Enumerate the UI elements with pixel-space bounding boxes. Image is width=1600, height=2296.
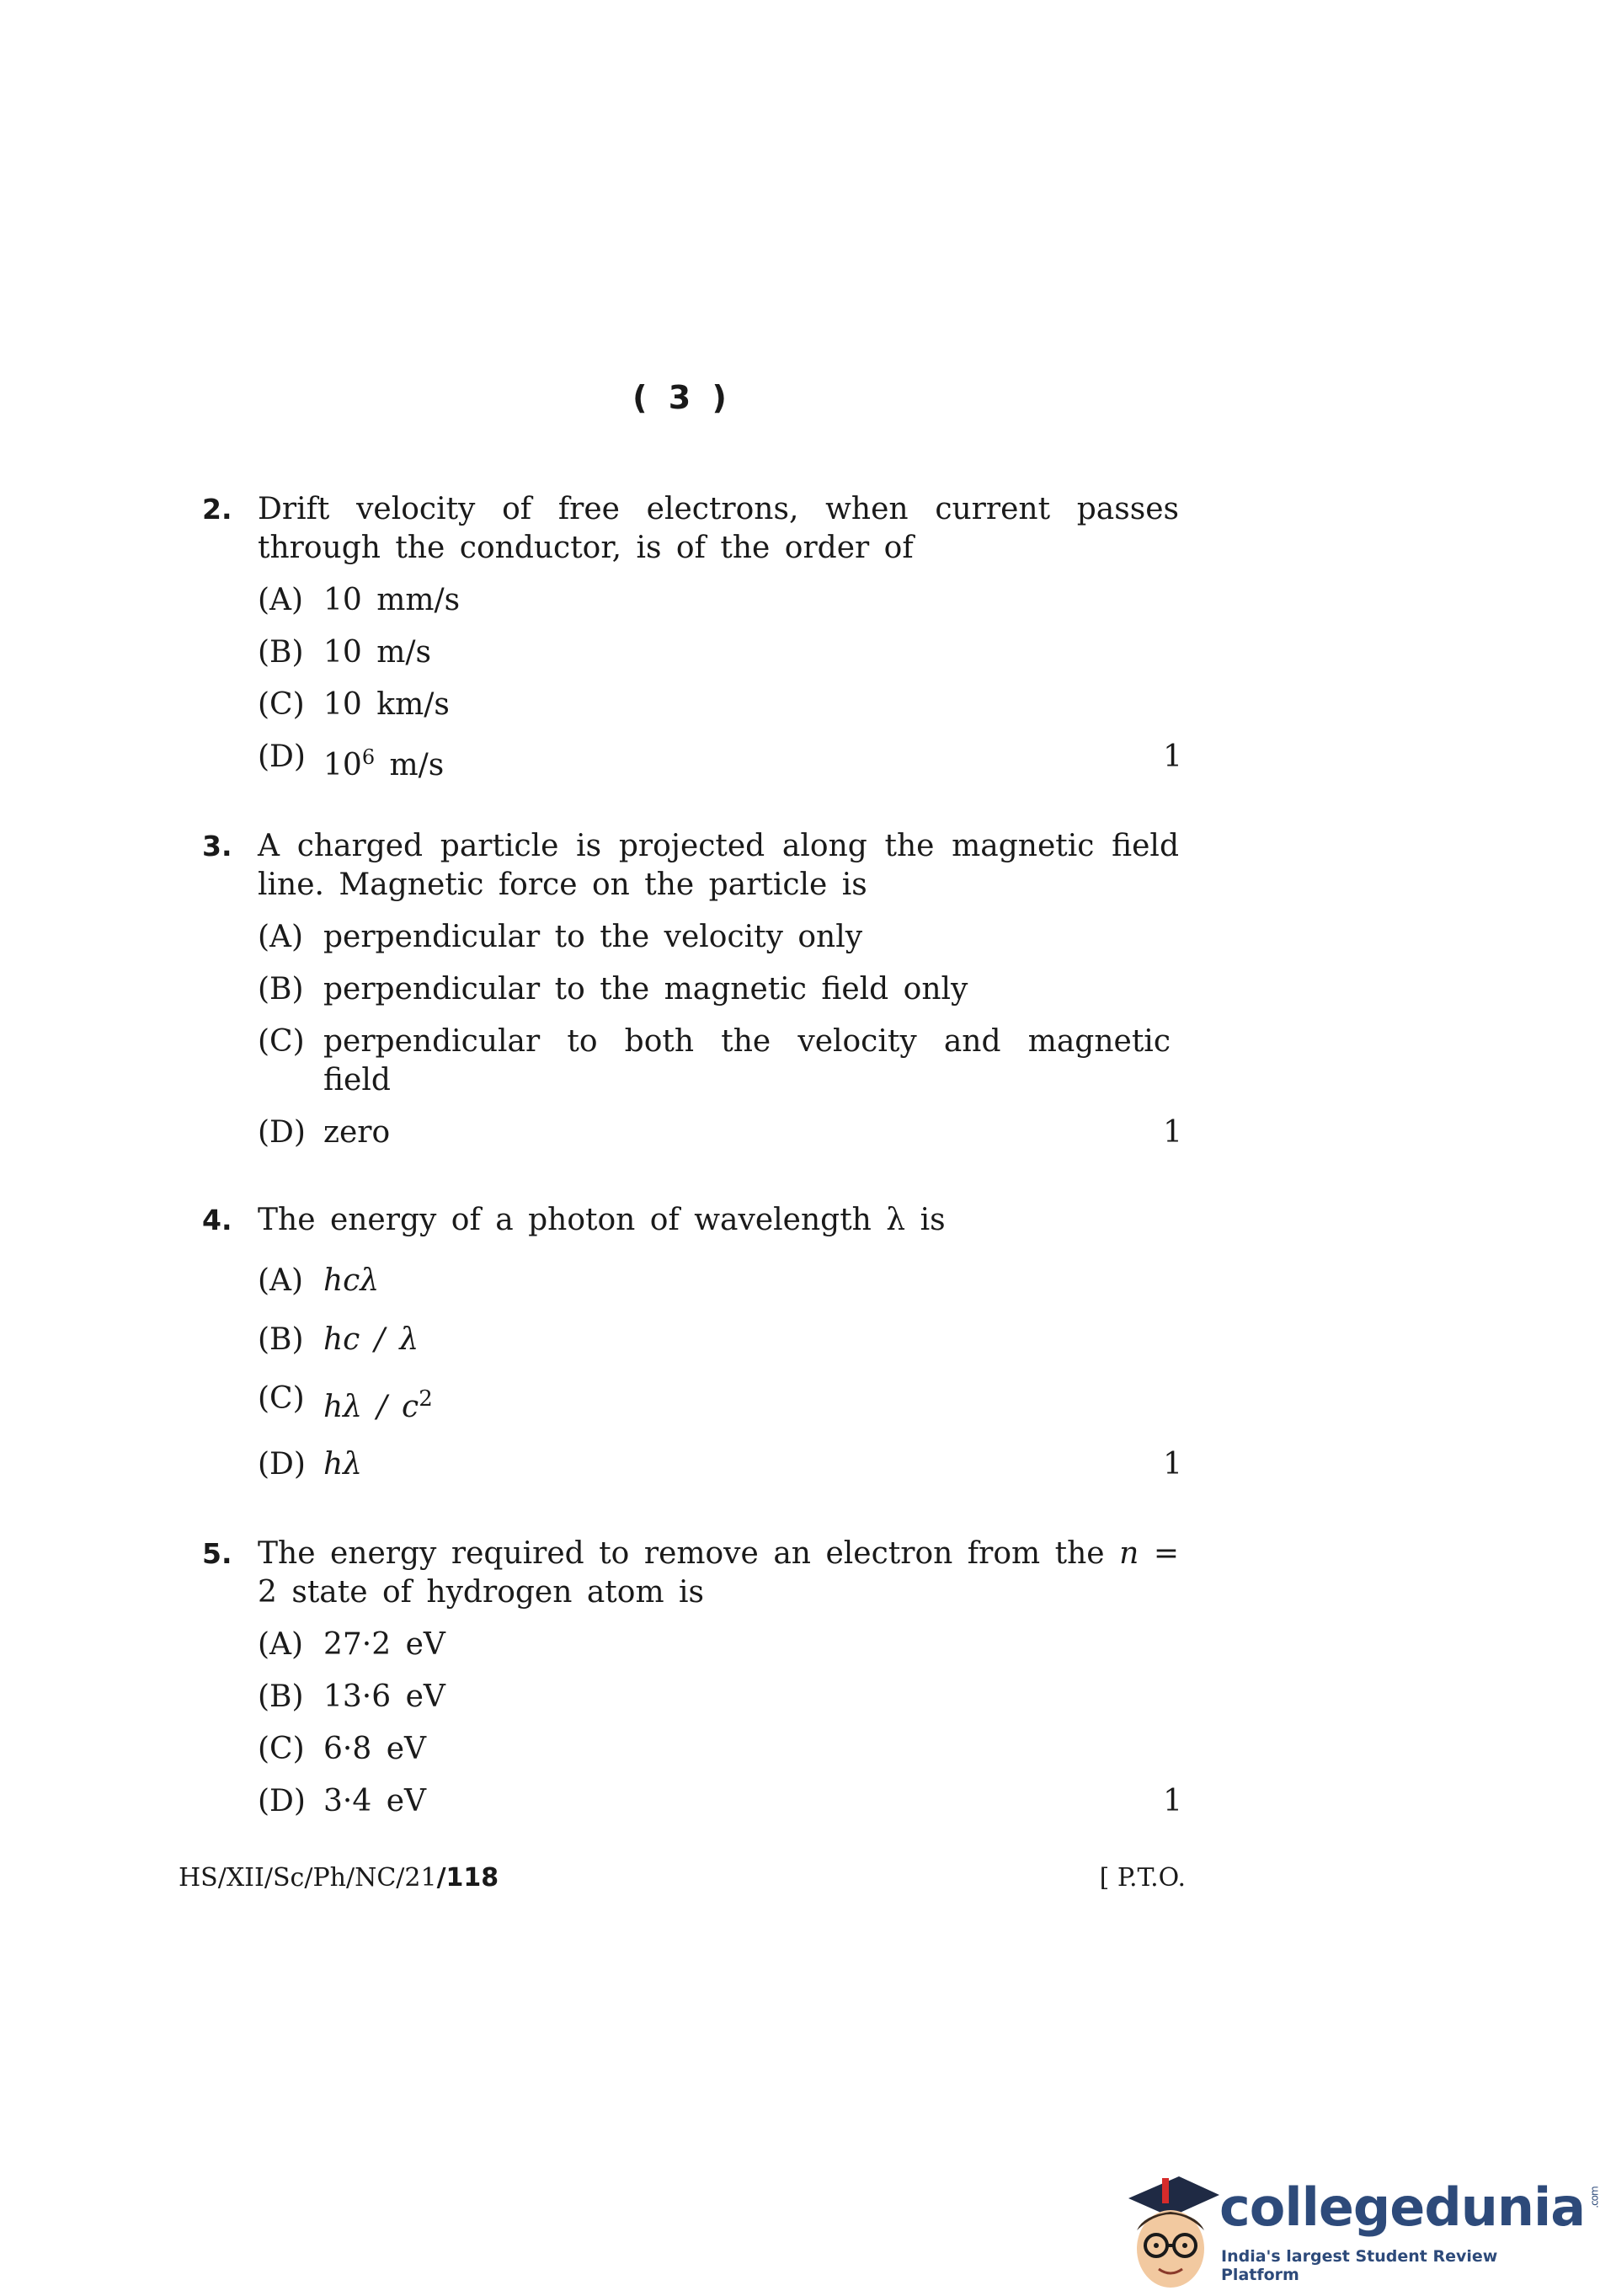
option-label: (D) (258, 1784, 306, 1818)
option-text: $10^6$ m/s (323, 745, 445, 782)
question-number: 3. (202, 830, 232, 862)
option-text: 6·8 eV (323, 1732, 426, 1766)
option-label: (C) (258, 687, 305, 722)
option-text: perpendicular to the velocity only (323, 920, 863, 954)
option-b (258, 1321, 1179, 1380)
option-label: (C) (258, 1024, 305, 1059)
question-text: The energy of a photon of wavelength λ is (258, 1203, 946, 1237)
mascot-icon (1120, 2165, 1221, 2296)
question-number: 5. (202, 1537, 232, 1570)
option-label: (B) (258, 1679, 304, 1714)
option-label: (A) (258, 1263, 304, 1298)
option-d (258, 1445, 1182, 1504)
option-a (258, 918, 1179, 970)
option-label: (C) (258, 1732, 305, 1766)
option-label: (A) (258, 583, 304, 617)
option-text: 10 km/s (323, 687, 450, 722)
option-label: (B) (258, 1322, 304, 1357)
option-text: hλ (323, 1447, 363, 1482)
option-b (258, 633, 1179, 686)
option-c (258, 1380, 1179, 1445)
page-number: ( 3 ) (632, 379, 732, 416)
option-label: (A) (258, 1627, 304, 1662)
marks: 1 (1163, 1447, 1182, 1482)
option-d (258, 738, 1182, 790)
question-text: A charged particle is projected along the magnetic field line. Magnetic force on the particle is (258, 829, 1179, 902)
option-d (258, 1113, 1182, 1166)
option-text: 10 m/s (323, 635, 431, 670)
option-label: (C) (258, 1381, 305, 1416)
option-text: hcλ (323, 1263, 380, 1298)
option-label: (D) (258, 740, 306, 774)
marks: 1 (1163, 1784, 1182, 1818)
marks: 1 (1163, 740, 1182, 774)
question-number: 4. (202, 1204, 232, 1236)
options-list (258, 918, 1182, 1166)
option-text: hλ / $c^2$ (323, 1386, 433, 1424)
question-number: 2. (202, 493, 232, 526)
option-text: 10 mm/s (323, 583, 461, 617)
option-c (258, 1023, 1179, 1113)
options-list (258, 581, 1182, 790)
option-label: (B) (258, 972, 304, 1007)
option-text: 3·4 eV (323, 1784, 426, 1818)
question-4 (202, 1201, 1182, 1504)
question-5 (202, 1535, 1182, 1834)
option-text: perpendicular to the magnetic field only (323, 972, 968, 1007)
option-text: zero (323, 1115, 391, 1150)
options-list (258, 1626, 1182, 1834)
option-text: perpendicular to both the velocity and magnetic field (323, 1024, 1171, 1097)
option-b (258, 1678, 1179, 1730)
option-label: (D) (258, 1447, 306, 1482)
question-text: Drift velocity of free electrons, when current passes through the conductor, is of the order of (258, 492, 1179, 565)
page-footer (179, 1863, 1186, 1893)
option-label: (A) (258, 920, 304, 954)
paper-code: HS/XII/Sc/Ph/NC/21/118 (179, 1863, 499, 1893)
brand-tagline: India's largest Student Review Platform (1221, 2247, 1498, 2284)
options-list (258, 1262, 1182, 1504)
option-c (258, 1730, 1179, 1782)
option-d (258, 1782, 1182, 1834)
option-text: hc / λ (323, 1322, 419, 1357)
option-text: 27·2 eV (323, 1627, 445, 1662)
question-3 (202, 827, 1182, 1166)
brand-name: collegedunia .com (1219, 2176, 1600, 2238)
question-text: The energy required to remove an electron from the n = 2 state of hydrogen atom is (258, 1536, 1179, 1610)
option-label: (B) (258, 635, 304, 670)
option-a (258, 1262, 1179, 1321)
option-a (258, 581, 1179, 633)
option-b (258, 970, 1179, 1023)
collegedunia-logo (1120, 2165, 1600, 2296)
option-text: 13·6 eV (323, 1679, 445, 1714)
pto-label: [ P.T.O. (1099, 1863, 1186, 1893)
option-c (258, 686, 1179, 738)
option-label: (D) (258, 1115, 306, 1150)
option-a (258, 1626, 1179, 1678)
question-2 (202, 490, 1182, 790)
marks: 1 (1163, 1115, 1182, 1150)
